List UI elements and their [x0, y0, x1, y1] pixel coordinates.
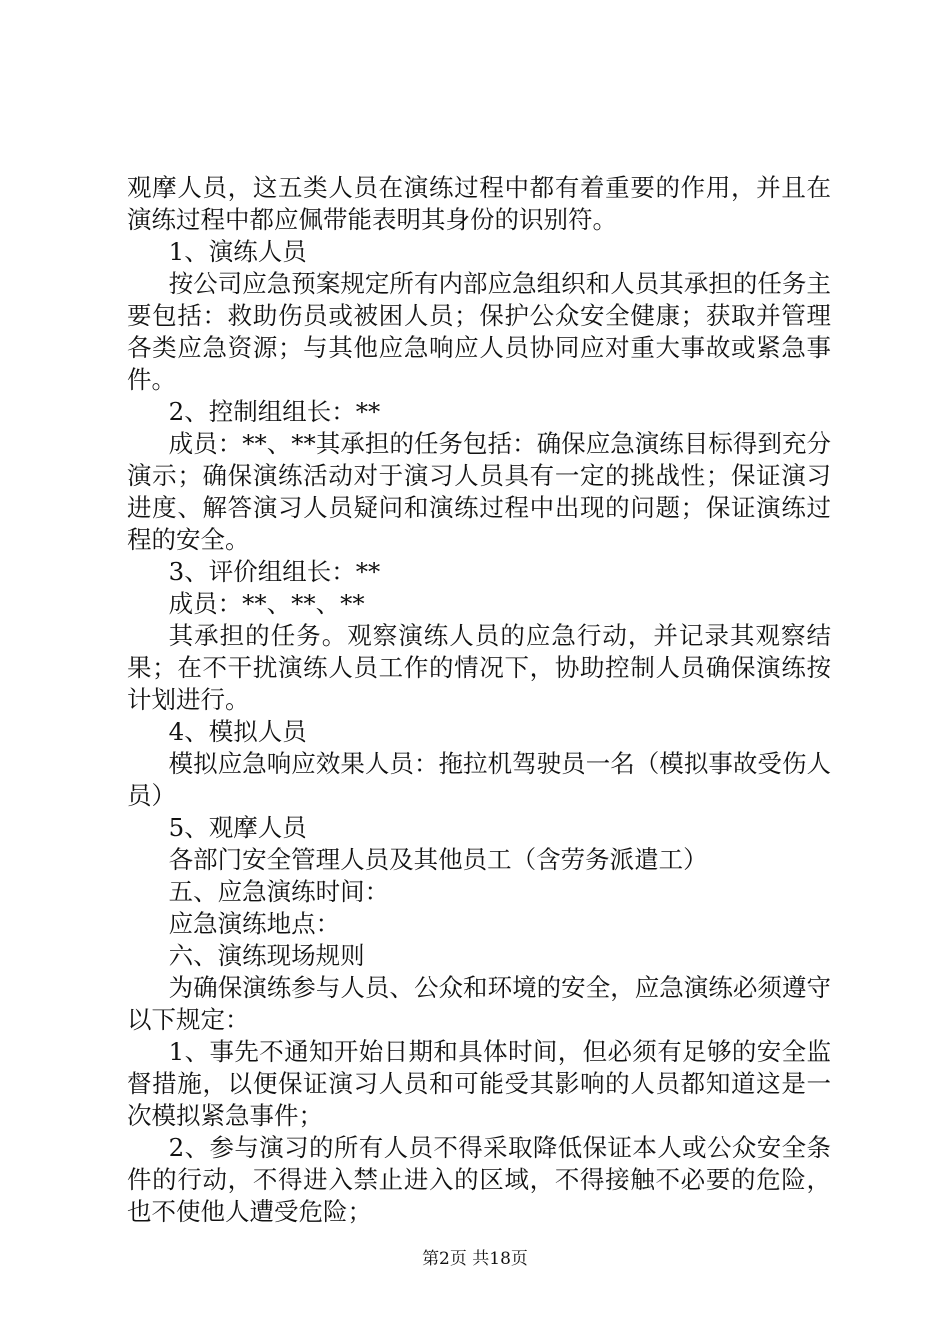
paragraph-rule-1: 1、事先不通知开始日期和具体时间，但必须有足够的安全监督措施，以便保证演习人员和可能受其影响的人员都知道这是一次模拟紧急事件；: [127, 1037, 831, 1130]
heading-simulation-personnel: 4、模拟人员: [168, 717, 307, 746]
heading-exercise-location: 应急演练地点：: [168, 909, 341, 938]
heading-exercise-time: 五、应急演练时间：: [168, 877, 390, 906]
paragraph-rule-2: 2、参与演习的所有人员不得采取降低保证本人或公众安全条件的行动，不得进入禁止进入的区域，不得接触不必要的危险，也不使他人遭受危险；: [127, 1133, 831, 1226]
paragraph-evaluation-duties: 其承担的任务。观察演练人员的应急行动，并记录其观察结果；在不干扰演练人员工作的情况下，协助控制人员确保演练按计划进行。: [127, 621, 831, 714]
heading-evaluation-group: 3、评价组组长：**: [168, 557, 381, 586]
paragraph-rules-intro: 为确保演练参与人员、公众和环境的安全，应急演练必须遵守以下规定：: [127, 973, 831, 1034]
paragraph-observers: 各部门安全管理人员及其他员工（含劳务派遣工）: [168, 845, 708, 874]
paragraph-simulation-duties: 模拟应急响应效果人员：拖拉机驾驶员一名（模拟事故受伤人员）: [127, 749, 831, 810]
heading-observers: 5、观摩人员: [168, 813, 307, 842]
document-body: [127, 172, 831, 1228]
heading-exercise-personnel: 1、演练人员: [168, 237, 307, 266]
heading-site-rules: 六、演练现场规则: [168, 941, 365, 970]
heading-control-group: 2、控制组组长：**: [168, 397, 381, 426]
paragraph-exercise-duties: 按公司应急预案规定所有内部应急组织和人员其承担的任务主要包括：救助伤员或被困人员；保护公众安全健康；获取并管理各类应急资源；与其他应急响应人员协同应对重大事故或紧急事件。: [127, 269, 831, 394]
paragraph-control-members: 成员：**、**其承担的任务包括：确保应急演练目标得到充分演示；确保演练活动对于演习人员具有一定的挑战性；保证演习进度、解答演习人员疑问和演练过程中出现的问题；保证演练过程的安全。: [127, 429, 831, 554]
paragraph-evaluation-members: 成员：**、**、**: [168, 589, 365, 618]
paragraph-continuation: 观摩人员，这五类人员在演练过程中都有着重要的作用，并且在演练过程中都应佩带能表明其身份的识别符。: [127, 173, 831, 234]
page-number-footer: 第2页 共18页: [422, 1249, 528, 1269]
